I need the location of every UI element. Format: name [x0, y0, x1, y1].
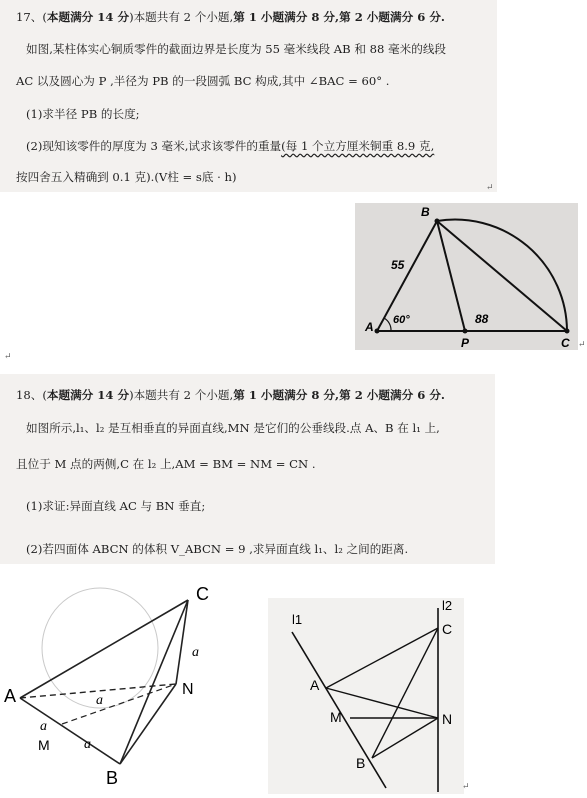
sketch-label-a2: a — [84, 737, 91, 752]
point-a — [375, 329, 380, 334]
segment-bc — [437, 221, 567, 331]
sketch-label-a: A — [4, 686, 17, 706]
segment-bp — [437, 221, 465, 331]
q18-body-line-2: 且位于 M 点的两侧,C 在 l₂ 上,AM = BM = NM = CN . — [16, 457, 316, 471]
q17-body-line-2: AC 以及圆心为 P ,半径为 PB 的一段圆弧 BC 构成,其中 ∠BAC = 60° . — [16, 74, 390, 88]
q17-sub-2-cont: 按四舍五入精确到 0.1 克).(V柱 = s底 · h) — [16, 170, 237, 184]
point-c — [565, 329, 570, 334]
q18-body-line-1: 如图所示,l₁、l₂ 是互相垂直的异面直线,MN 是它们的公垂线段.点 A、B 在 l₁ 上, — [26, 421, 440, 435]
q17-sub-1: (1)求半径 PB 的长度; — [26, 107, 140, 121]
paragraph-mark: ↵ — [486, 183, 494, 193]
label-c: C — [561, 336, 570, 350]
q18-figure-svg — [268, 598, 464, 794]
segment-an — [326, 688, 438, 718]
q17-body-line-1: 如图,某柱体实心铜质零件的截面边界是长度为 55 毫米线段 AB 和 88 毫米的线段 — [26, 42, 447, 56]
question-18-block — [0, 374, 495, 564]
q18-sub-2: (2)若四面体 ABCN 的体积 V_ABCN = 9 ,求异面直线 l₁、l₂ 之间的距离. — [26, 542, 409, 556]
paragraph-mark: ↵ — [578, 340, 586, 350]
paragraph-mark: ↵ — [462, 782, 470, 792]
sketch-ac — [20, 600, 188, 698]
label-b: B — [421, 205, 430, 219]
label-c: C — [442, 621, 453, 637]
paragraph-mark: ↵ — [4, 352, 12, 362]
point-b — [435, 219, 440, 224]
sketch-label-a4: a — [192, 645, 199, 660]
label-l2: l2 — [442, 598, 453, 613]
q17-underlined-note: (每 1 个立方厘米铜重 8.9 克, — [281, 139, 435, 153]
label-55: 55 — [391, 258, 405, 272]
label-p: P — [461, 336, 470, 350]
q17-sub-2: (2)现知该零件的厚度为 3 毫米,试求该零件的重量(每 1 个立方厘米铜重 8.9 克, — [26, 139, 435, 153]
q17-figure-svg — [355, 203, 578, 350]
label-b: B — [356, 755, 366, 771]
label-n: N — [442, 711, 453, 727]
segment-ac — [326, 628, 438, 688]
q18-sketch-svg — [0, 578, 240, 794]
label-60: 60° — [393, 314, 410, 326]
sketch-label-a1: a — [40, 719, 47, 734]
sketch-label-a3: a — [96, 693, 103, 708]
q18-header: 18、(本题满分 14 分)本题共有 2 个小题,第 1 小题满分 8 分,第 2 小题满分 6 分. — [16, 388, 445, 402]
question-17-block — [0, 0, 497, 192]
q18-figure — [268, 598, 464, 794]
label-88: 88 — [475, 312, 489, 326]
q17-figure — [355, 203, 578, 350]
label-m: M — [330, 709, 342, 725]
angle-arc — [384, 318, 391, 331]
label-l1: l1 — [292, 612, 303, 627]
sketch-label-b: B — [106, 768, 119, 788]
label-a: A — [310, 677, 320, 693]
label-a: A — [365, 320, 374, 334]
faint-circle — [42, 588, 158, 708]
point-p — [463, 329, 468, 334]
sketch-label-n: N — [182, 681, 194, 698]
sketch-label-m: M — [38, 737, 50, 753]
sketch-label-c: C — [196, 584, 209, 604]
q18-hand-sketch — [0, 578, 240, 794]
q18-sub-1: (1)求证:异面直线 AC 与 BN 垂直; — [26, 499, 206, 513]
q17-header: 17、(本题满分 14 分)本题共有 2 个小题,第 1 小题满分 8 分,第 2 小题满分 6 分. — [16, 10, 445, 24]
